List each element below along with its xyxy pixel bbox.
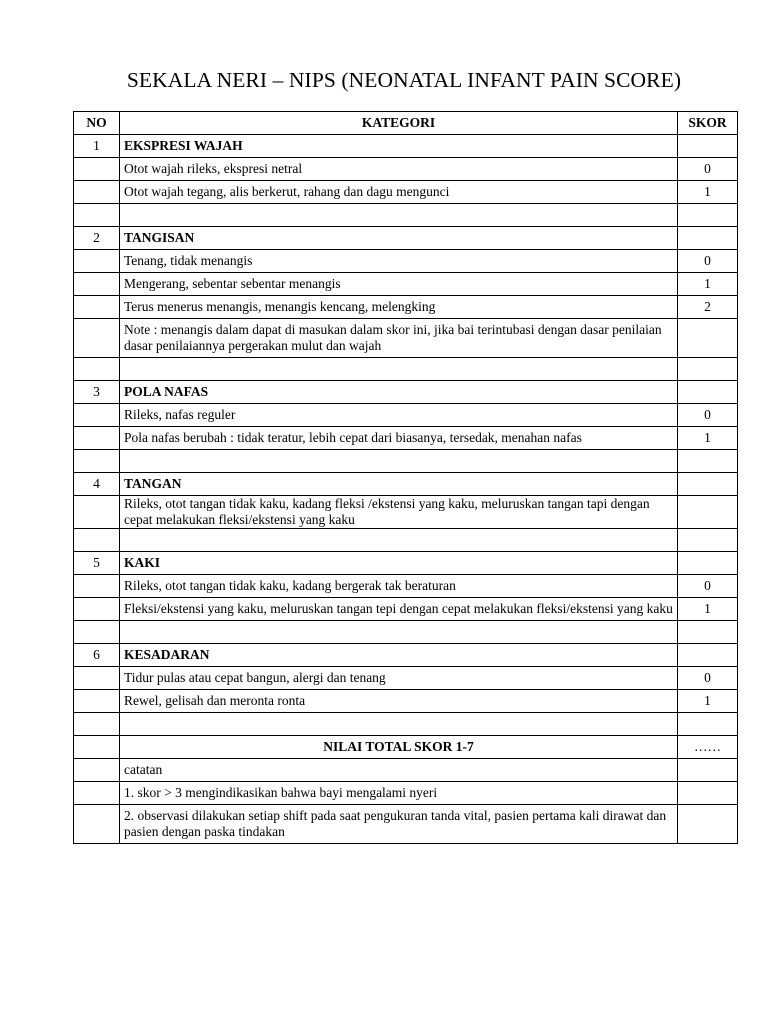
- cell-skor: [678, 496, 738, 529]
- cell-skor: 0: [678, 667, 738, 690]
- cell-skor: 1: [678, 181, 738, 204]
- cell-skor: 0: [678, 158, 738, 181]
- cell-skor: [678, 805, 738, 844]
- cell-skor: [678, 782, 738, 805]
- cell-skor: [678, 713, 738, 736]
- criteria-text: Rileks, otot tangan tidak kaku, kadang bergerak tak beraturan: [120, 575, 678, 598]
- table-row-item: [74, 782, 738, 805]
- criteria-text: Rewel, gelisah dan meronta ronta: [120, 690, 678, 713]
- criteria-text: Tenang, tidak menangis: [120, 250, 678, 273]
- category-label: KAKI: [120, 552, 678, 575]
- criteria-text: Otot wajah tegang, alis berkerut, rahang dan dagu mengunci: [120, 181, 678, 204]
- cell-skor: 1: [678, 598, 738, 621]
- cell-skor: [678, 358, 738, 381]
- table-row-item: [74, 158, 738, 181]
- criteria-text: Otot wajah rileks, ekspresi netral: [120, 158, 678, 181]
- cell-skor: [678, 552, 738, 575]
- table-row-item: [74, 690, 738, 713]
- cell-no: [74, 759, 120, 782]
- cell-skor: 1: [678, 273, 738, 296]
- table-row-blank: [74, 621, 738, 644]
- total-score-label: NILAI TOTAL SKOR 1-7: [120, 736, 678, 759]
- table-row-note: [74, 319, 738, 358]
- criteria-text: 1. skor > 3 mengindikasikan bahwa bayi mengalami nyeri: [120, 782, 678, 805]
- table-row-item: [74, 404, 738, 427]
- cell-no: 2: [74, 227, 120, 250]
- table-row-blank: [74, 204, 738, 227]
- table-row-category: [74, 552, 738, 575]
- table-row-item: [74, 250, 738, 273]
- table-row-total: [74, 736, 738, 759]
- cell-no: 6: [74, 644, 120, 667]
- criteria-text: Mengerang, sebentar sebentar menangis: [120, 273, 678, 296]
- criteria-text: Rileks, nafas reguler: [120, 404, 678, 427]
- cell-no: [74, 427, 120, 450]
- cell-skor: [678, 450, 738, 473]
- table-row-blank: [74, 358, 738, 381]
- table-row-category: [74, 473, 738, 496]
- table-row-blank: [74, 713, 738, 736]
- header-no: NO: [74, 112, 120, 135]
- table-row-category: [74, 135, 738, 158]
- note-text: 2. observasi dilakukan setiap shift pada saat pengukuran tanda vital, pasien pertama kali dirawat dan pasien dengan paska tindakan: [120, 805, 678, 844]
- table-row-category: [74, 381, 738, 404]
- criteria-text: [120, 450, 678, 473]
- criteria-text: Fleksi/ekstensi yang kaku, meluruskan tangan tepi dengan cepat melakukan fleksi/ekstensi yang kaku: [120, 598, 678, 621]
- criteria-text: catatan: [120, 759, 678, 782]
- cell-no: [74, 358, 120, 381]
- cell-no: [74, 181, 120, 204]
- category-label: KESADARAN: [120, 644, 678, 667]
- table-row-item: [74, 667, 738, 690]
- cell-skor: [678, 319, 738, 358]
- cell-no: [74, 273, 120, 296]
- table-row-item: [74, 598, 738, 621]
- cell-no: [74, 713, 120, 736]
- cell-no: [74, 782, 120, 805]
- category-label: EKSPRESI WAJAH: [120, 135, 678, 158]
- cell-no: [74, 575, 120, 598]
- criteria-text: Terus menerus menangis, menangis kencang, melengking: [120, 296, 678, 319]
- table-row-note: [74, 805, 738, 844]
- table-body: [74, 135, 738, 844]
- criteria-text: [120, 529, 678, 552]
- cell-no: [74, 404, 120, 427]
- cell-skor: 1: [678, 690, 738, 713]
- table-row-item: [74, 427, 738, 450]
- table-row-item: [74, 496, 738, 529]
- cell-skor: [678, 135, 738, 158]
- cell-no: [74, 621, 120, 644]
- criteria-text: Pola nafas berubah : tidak teratur, lebih cepat dari biasanya, tersedak, menahan nafas: [120, 427, 678, 450]
- category-label: POLA NAFAS: [120, 381, 678, 404]
- cell-no: [74, 296, 120, 319]
- cell-skor: 0: [678, 404, 738, 427]
- cell-no: [74, 250, 120, 273]
- cell-no: [74, 690, 120, 713]
- table-row-blank: [74, 529, 738, 552]
- cell-no: [74, 805, 120, 844]
- cell-no: 4: [74, 473, 120, 496]
- criteria-text: [120, 358, 678, 381]
- table-header-row: [74, 112, 738, 135]
- cell-no: 1: [74, 135, 120, 158]
- cell-skor: [678, 529, 738, 552]
- cell-skor: [678, 473, 738, 496]
- cell-no: [74, 158, 120, 181]
- header-kategori: KATEGORI: [120, 112, 678, 135]
- criteria-text: [120, 204, 678, 227]
- cell-skor: 2: [678, 296, 738, 319]
- nips-score-table: [73, 111, 738, 844]
- category-label: TANGISAN: [120, 227, 678, 250]
- cell-no: [74, 598, 120, 621]
- criteria-text: [120, 621, 678, 644]
- table-row-item: [74, 181, 738, 204]
- cell-no: [74, 496, 120, 529]
- cell-skor: [678, 381, 738, 404]
- table-row-item: [74, 759, 738, 782]
- criteria-text: Rileks, otot tangan tidak kaku, kadang fleksi /ekstensi yang kaku, meluruskan tangan tapi dengan cepat melakukan fleksi/ekstensi yang kaku: [120, 496, 678, 529]
- table-row-item: [74, 296, 738, 319]
- table-row-item: [74, 273, 738, 296]
- cell-no: 5: [74, 552, 120, 575]
- cell-skor: [678, 759, 738, 782]
- cell-skor: [678, 644, 738, 667]
- cell-no: [74, 204, 120, 227]
- cell-no: [74, 450, 120, 473]
- cell-no: [74, 529, 120, 552]
- criteria-text: [120, 713, 678, 736]
- page-title: SEKALA NERI – NIPS (NEONATAL INFANT PAIN SCORE): [126, 68, 682, 92]
- table-row-item: [74, 575, 738, 598]
- cell-no: 3: [74, 381, 120, 404]
- table-row-category: [74, 644, 738, 667]
- criteria-text: Tidur pulas atau cepat bangun, alergi dan tenang: [120, 667, 678, 690]
- cell-skor: 0: [678, 250, 738, 273]
- note-text: Note : menangis dalam dapat di masukan dalam skor ini, jika bai terintubasi dengan dasar penilaian dasar penilaiannya pergerakan mulut dan wajah: [120, 319, 678, 358]
- cell-no: [74, 667, 120, 690]
- cell-skor: 0: [678, 575, 738, 598]
- cell-skor: [678, 227, 738, 250]
- header-skor: SKOR: [678, 112, 738, 135]
- cell-skor: [678, 621, 738, 644]
- cell-no: [74, 319, 120, 358]
- category-label: TANGAN: [120, 473, 678, 496]
- cell-no: [74, 736, 120, 759]
- cell-skor: 1: [678, 427, 738, 450]
- cell-skor: [678, 204, 738, 227]
- table-row-category: [74, 227, 738, 250]
- table-row-blank: [74, 450, 738, 473]
- total-score-value: ……: [678, 736, 738, 759]
